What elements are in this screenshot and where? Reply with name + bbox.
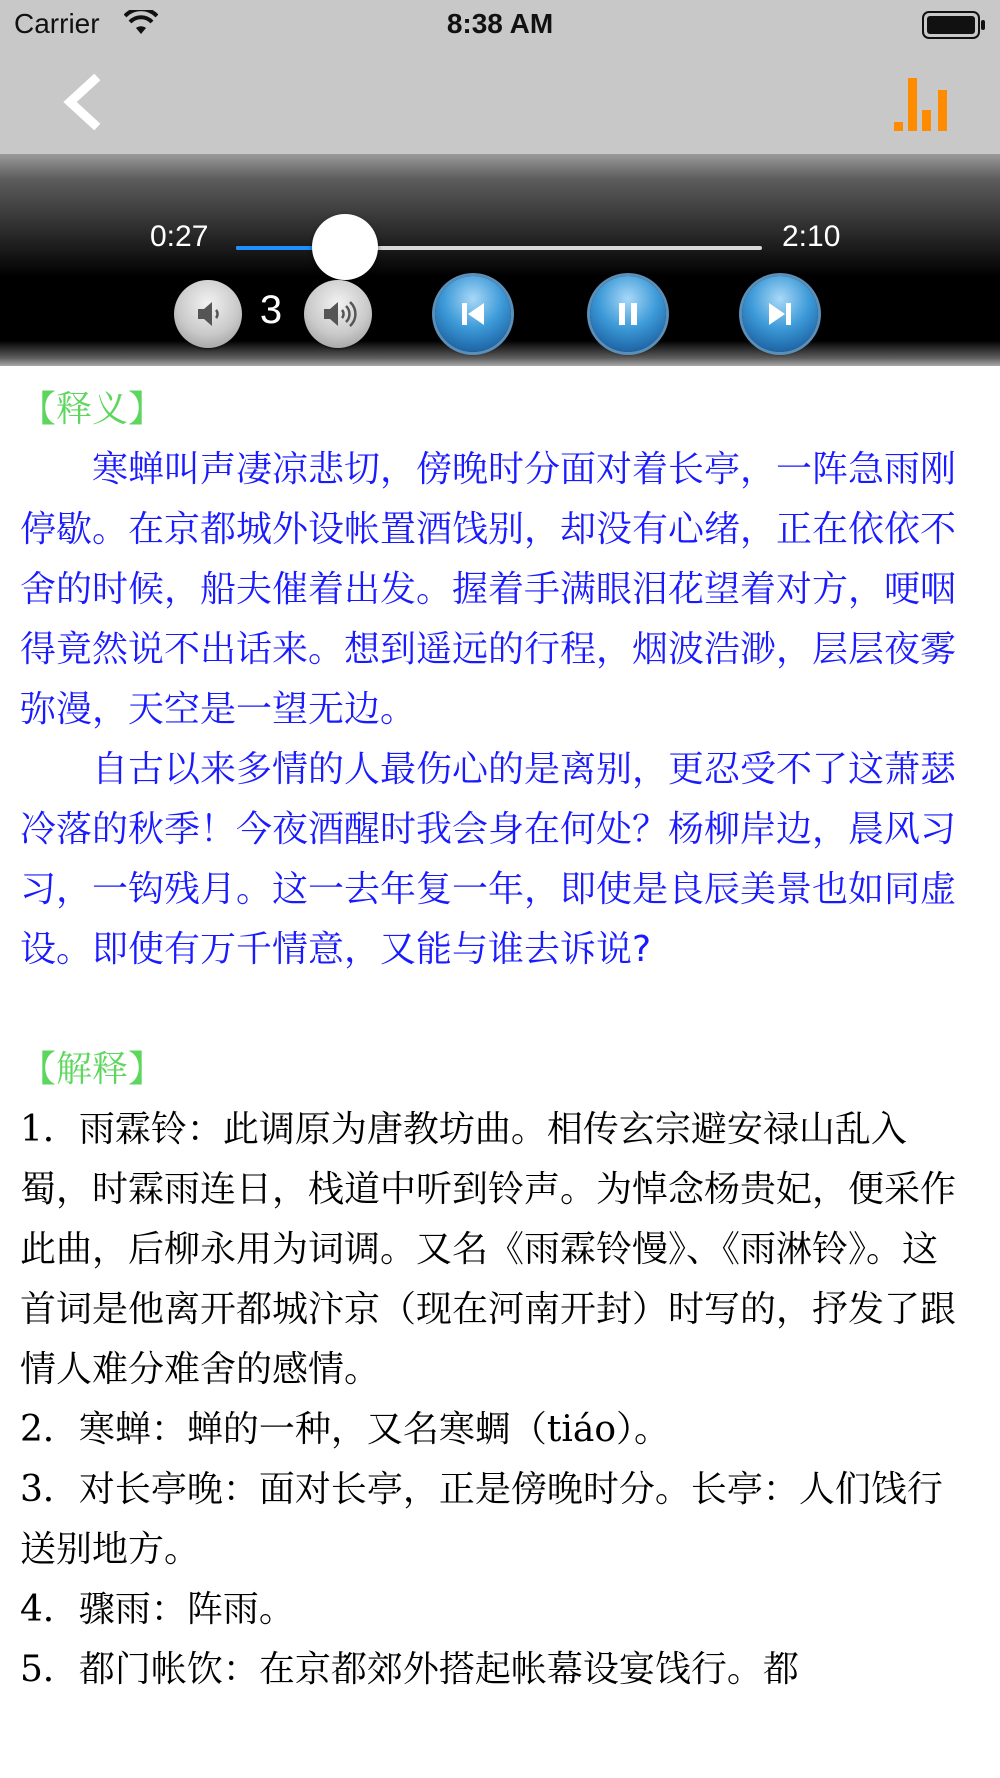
equalizer-icon[interactable] <box>894 72 954 132</box>
progress-slider[interactable] <box>236 244 762 252</box>
back-chevron-icon[interactable] <box>58 74 104 130</box>
section-heading-meaning: 【释义】 <box>20 389 165 430</box>
previous-track-icon <box>453 294 493 334</box>
carrier-label: Carrier <box>14 8 100 39</box>
note-item: 1．雨霖铃：此调原为唐教坊曲。相传玄宗避安禄山乱入蜀，时霖雨连日，栈道中听到铃声。为悼念杨贵妃，便采作此曲，后柳永用为词调。又名《雨霖铃慢》、《雨淋铃》。这首词是他离开都城汴京（现在河南开封）时写的，抒发了跟情人难分难舍的感情。 <box>20 1109 957 1390</box>
clock: 8:38 AM <box>446 8 554 39</box>
elapsed-time: 0:27 <box>150 220 209 253</box>
volume-up-button[interactable] <box>304 280 372 348</box>
audio-player <box>0 154 1000 366</box>
battery-icon <box>922 11 986 39</box>
note-item: 3．对长亭晚：面对长亭，正是傍晚时分。长亭：人们饯行送别地方。 <box>20 1469 943 1570</box>
total-time: 2:10 <box>782 220 841 253</box>
note-item: 5．都门帐饮：在京都郊外搭起帐幕设宴饯行。都 <box>20 1649 799 1690</box>
volume-down-button[interactable] <box>174 280 242 348</box>
status-bar <box>0 0 1000 50</box>
note-item: 2．寒蝉：蝉的一种，又名寒蜩（tiáo）。 <box>20 1409 671 1450</box>
previous-track-button[interactable] <box>435 276 511 352</box>
pause-button[interactable] <box>590 276 666 352</box>
volume-level: 3 <box>259 288 283 332</box>
next-track-icon <box>760 294 800 334</box>
volume-down-icon <box>188 294 228 334</box>
meaning-paragraph: 寒蝉叫声凄凉悲切，傍晚时分面对着长亭，一阵急雨刚停歇。在京都城外设帐置酒饯别，却没有心绪，正在依依不舍的时候，船夫催着出发。握着手满眼泪花望着对方，哽咽得竟然说不出话来。想到遥远的行程，烟波浩渺，层层夜雾弥漫，天空是一望无边。 <box>20 449 957 730</box>
pause-icon <box>608 294 648 334</box>
meaning-paragraph: 自古以来多情的人最伤心的是离别，更忍受不了这萧瑟冷落的秋季！今夜酒醒时我会身在何处？杨柳岸边，晨风习习，一钩残月。这一去年复一年，即使是良辰美景也如同虚设。即使有万千情意，又能与谁去诉说? <box>20 749 957 970</box>
section-heading-notes: 【解释】 <box>20 1049 165 1090</box>
next-track-button[interactable] <box>742 276 818 352</box>
note-item: 4．骤雨：阵雨。 <box>20 1589 295 1630</box>
progress-thumb[interactable] <box>312 214 378 280</box>
navigation-bar <box>0 50 1000 154</box>
section-spacer <box>20 980 970 1040</box>
volume-up-icon <box>318 294 358 334</box>
article-content <box>20 380 970 1700</box>
